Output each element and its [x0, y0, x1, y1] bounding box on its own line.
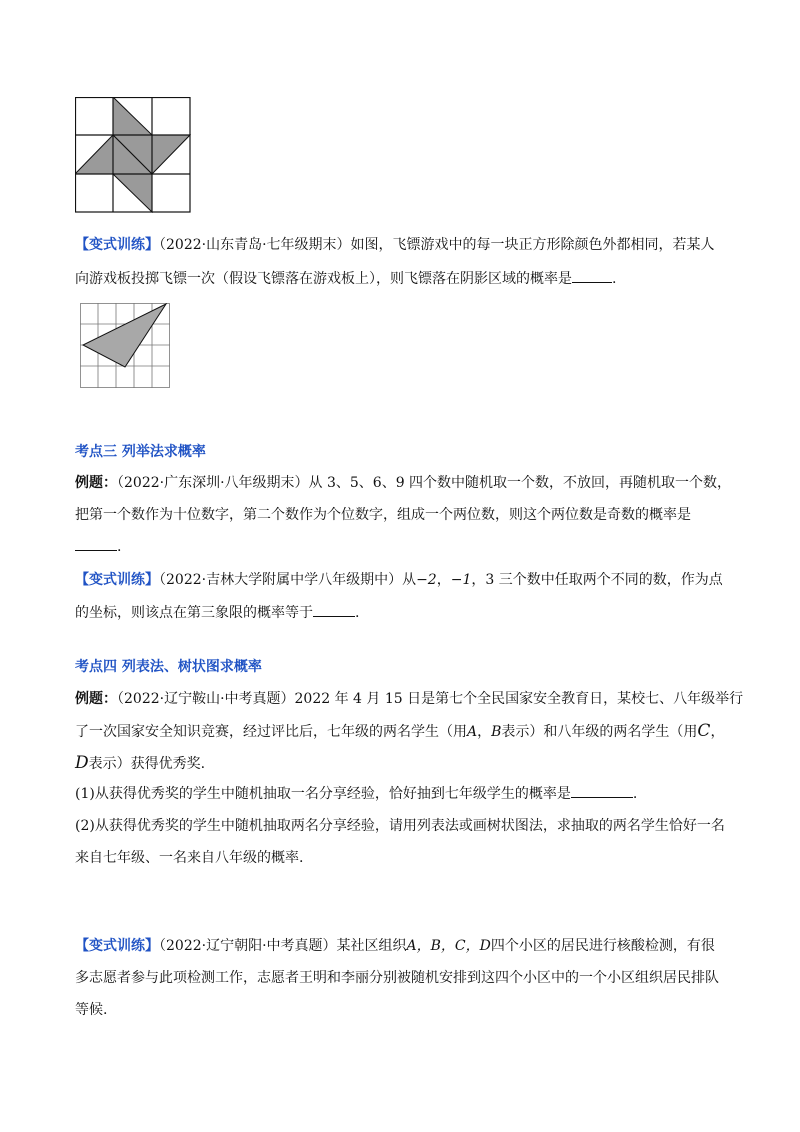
- text: （2022·广东深圳·八年级期末）从 3、5、6、9 四个数中随机取一个数，不放回，再随机取一个数，: [117, 475, 732, 491]
- example-3-line-2: 把第一个数作为十位数字，第二个数作为个位数字，组成一个两位数，则这个两位数是奇数的概率是: [75, 507, 691, 523]
- text: .: [355, 605, 360, 621]
- question-1: [75, 783, 735, 805]
- var-a: A: [467, 724, 478, 740]
- text: 表示）获得优秀奖.: [88, 756, 206, 772]
- variant-4-line-3: 等候.: [75, 1002, 108, 1018]
- text: .: [117, 539, 122, 555]
- text: .: [632, 786, 638, 802]
- variant-1-line-2: [75, 268, 735, 290]
- text: .: [612, 271, 617, 287]
- answer-blank[interactable]: [571, 783, 633, 798]
- answer-blank[interactable]: [572, 268, 612, 283]
- answer-blank[interactable]: [75, 536, 117, 551]
- variant-3-line-1: [75, 569, 735, 591]
- example-3-line-1: [75, 472, 735, 494]
- variant-4-line-2: 多志愿者参与此项检测工作，志愿者王明和李丽分别被随机安排到这四个小区中的一个小区组织居民排队: [75, 970, 719, 986]
- variant-4-line-1: [75, 935, 735, 957]
- text: ，3 三个数中任取两个不同的数，作为点: [471, 572, 723, 588]
- var-c: C: [697, 721, 711, 741]
- variant-1-line-1: [75, 234, 735, 256]
- text: （2022·吉林大学附属中学八年级期中）从: [159, 572, 417, 588]
- section-3-heading: 考点三 列举法求概率: [75, 444, 206, 460]
- text: 如图，飞镖游戏中的每一块正方形除颜色外都相同，若某人: [350, 237, 715, 253]
- variant-tag: 【变式训练】: [75, 572, 159, 588]
- var-d: D: [75, 753, 89, 773]
- section-4-heading: 考点四 列表法、树状图求概率: [75, 659, 262, 675]
- text: （2022·辽宁鞍山·中考真题）2022 年 4 月 15 日是第七个全民国家安全教育日，某校七、八年级举行: [117, 691, 744, 707]
- num-neg-1: −1: [450, 572, 472, 588]
- question-2-line-1: (2)从获得优秀奖的学生中随机抽取两名分享经验，请用列表法或画树状图法，求抽取的两名学生恰好一名: [75, 818, 725, 834]
- text: ，: [710, 724, 725, 740]
- text: 向游戏板投掷飞镖一次（假设飞镖落在游戏板上），则飞镖落在阴影区域的概率是: [75, 271, 572, 287]
- text: 的坐标，则该点在第三象限的概率等于: [75, 605, 313, 621]
- answer-blank[interactable]: [313, 602, 355, 617]
- variant-3-line-2: [75, 602, 735, 624]
- num-neg-2: −2: [416, 572, 437, 588]
- text: 表示）和八年级的两名学生（用: [501, 724, 698, 740]
- community-letters: A，B，C，D: [406, 938, 491, 954]
- example-4-line-3: [75, 752, 735, 775]
- text: （2022·辽宁朝阳·中考真题）某社区组织: [159, 938, 407, 954]
- var-b: B: [491, 724, 502, 740]
- example-label: 例题：: [75, 691, 117, 707]
- example-4-line-1: [75, 688, 744, 710]
- example-3-line-3: [75, 536, 735, 558]
- question-2-line-2: 来自七年级、一名来自八年级的概率.: [75, 850, 304, 866]
- variant-tag: 【变式训练】: [75, 938, 159, 954]
- example-4-line-2: [75, 720, 735, 743]
- pinwheel-figure: [75, 97, 191, 213]
- text: 了一次国家安全知识竞赛，经过评比后，七年级的两名学生（用: [75, 724, 467, 740]
- text: 四个小区的居民进行核酸检测，有很: [490, 938, 715, 954]
- text: ，: [477, 724, 492, 740]
- text: ，: [436, 572, 451, 588]
- source: （2022·山东青岛·七年级期末）: [159, 237, 351, 253]
- text: (1)从获得优秀奖的学生中随机抽取一名分享经验，恰好抽到七年级学生的概率是: [75, 786, 571, 802]
- triangle-grid-figure: [80, 303, 172, 389]
- example-label: 例题：: [75, 475, 117, 491]
- variant-tag: 【变式训练】: [75, 237, 159, 253]
